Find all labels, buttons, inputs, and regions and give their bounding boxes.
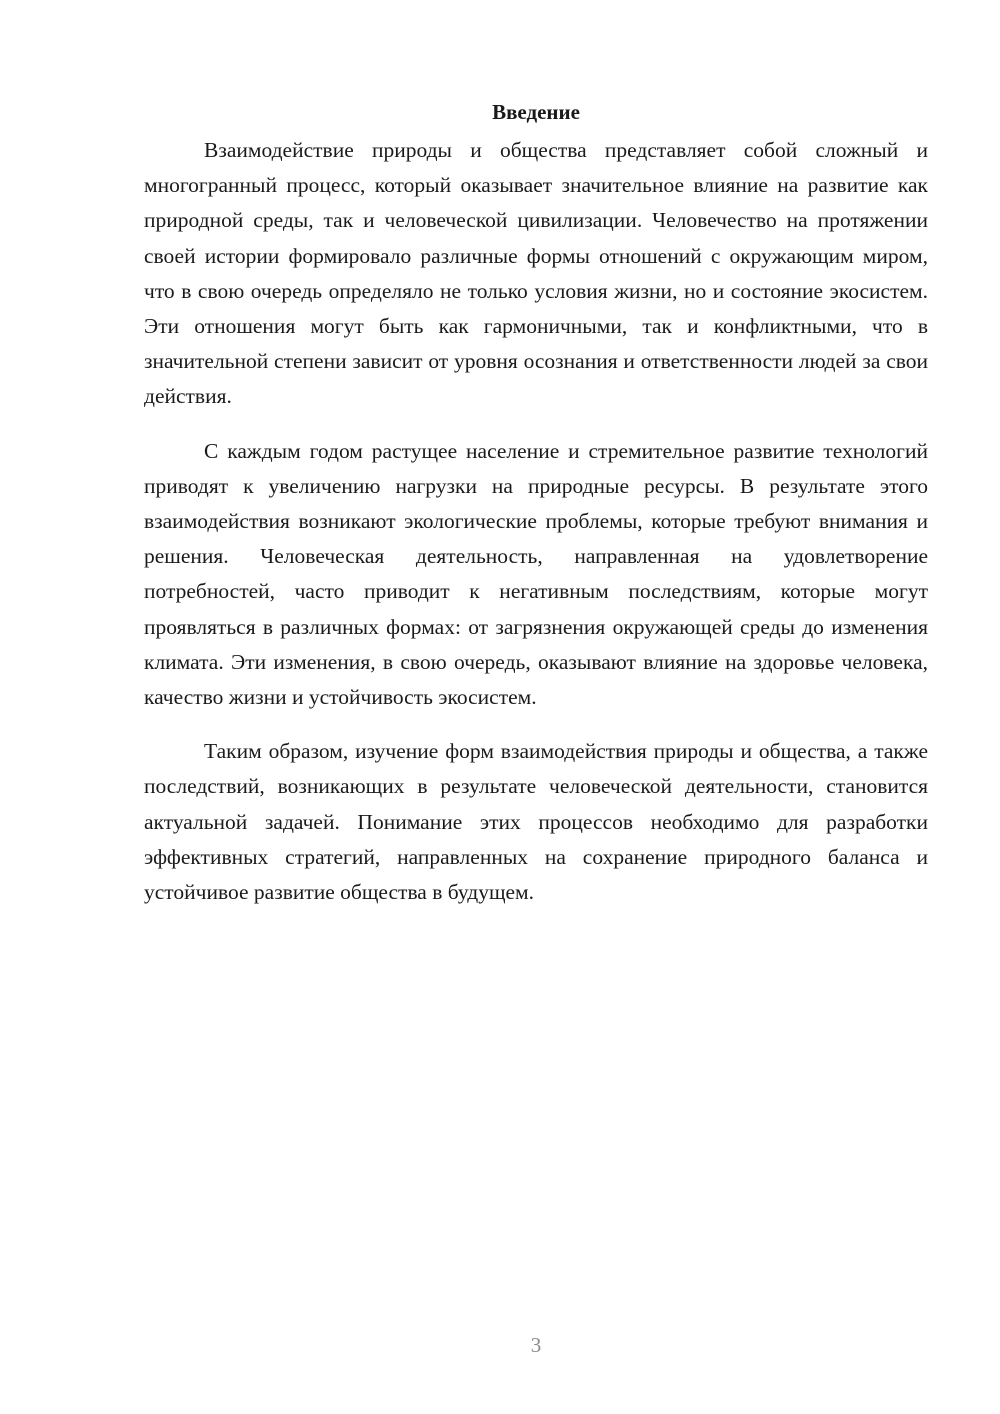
page-number: 3 [530, 1333, 542, 1357]
paragraph-3: Таким образом, изучение форм взаимодействия природы и общества, а также последствий, возникающих в результате человеческой деятельности, становится актуальной задачей. Понимание этих процессов необходимо для разработки эффективных стратегий, направленных на сохранение природного баланса и устойчивое развитие общества в будущем. [144, 739, 928, 905]
section-title: Введение [492, 100, 580, 124]
paragraph-1: Взаимодействие природы и общества представляет собой сложный и многогранный процесс, который оказывает значительное влияние на развитие как природной среды, так и человеческой цивилизации. Человечество на протяжении своей истории формировало различные формы отношений с окружающим миром, что в свою очередь определяло не только условия жизни, но и состояние экосистем. Эти отношения могут быть как гармоничными, так и конфликтными, что в значительной степени зависит от уровня осознания и ответственности людей за свои действия. [144, 138, 928, 409]
page-content [144, 96, 928, 910]
paragraph-2: С каждым годом растущее население и стремительное развитие технологий приводят к увеличению нагрузки на природные ресурсы. В результате этого взаимодействия возникают экологические проблемы, которые требуют внимания и решения. Человеческая деятельность, направленная на удовлетворение потребностей, часто приводит к негативным последствиям, которые могут проявляться в различных формах: от загрязнения окружающей среды до изменения климата. Эти изменения, в свою очередь, оказывают влияние на здоровье человека, качество жизни и устойчивость экосистем. [144, 438, 928, 710]
